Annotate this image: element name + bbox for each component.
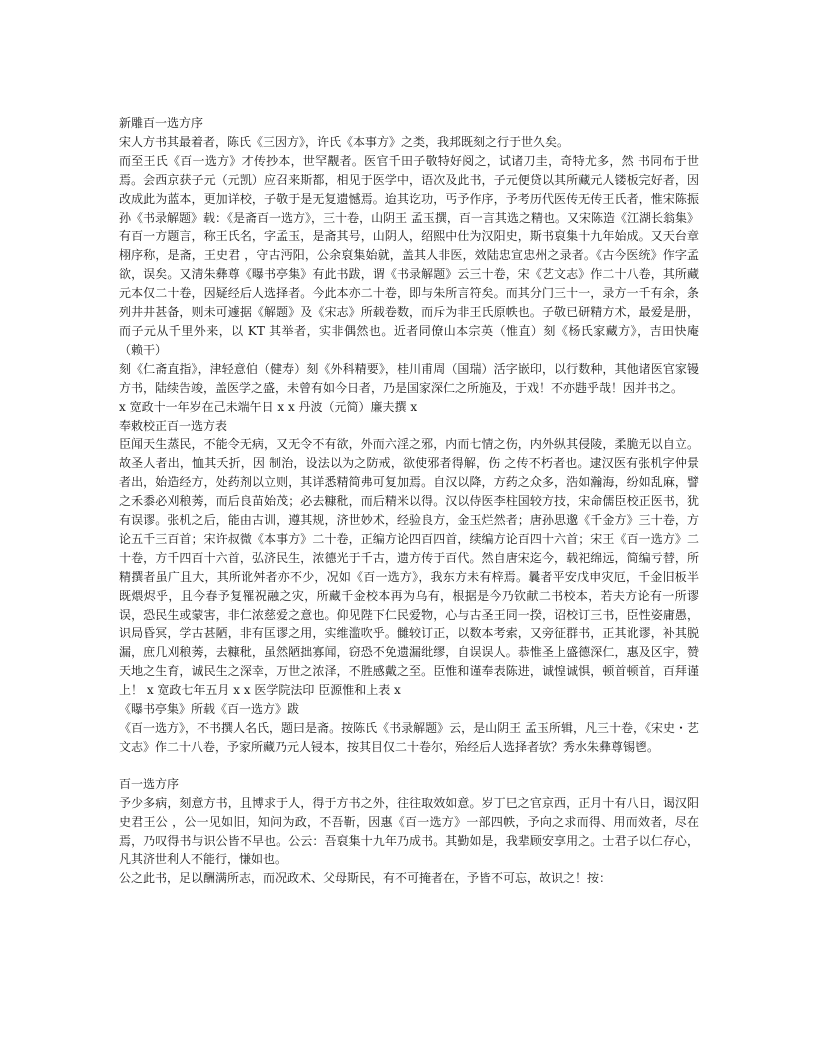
signature-line: x 宽政十一年岁在己未端午日 x x 丹波（元简）廉夫撰 x xyxy=(119,399,418,414)
paragraph: 臣闻天生蒸民，不能令无病，又无令不有欲，外而六淫之邪，内而七情之伤，内外纵其侵陵，柔脆无以自立。故圣人者出，恤其夭折，因 制治，设法以为之防戒，欲使邪者得解，伤 之传不朽者也。逮汉医有张机字仲景者出，始造经方，处药剂以立则，其详悉精简弗可复加焉。自汉以降，方药之众多，浩如瀚海，纷如乱麻，譬之禾黍必刈稂莠，而后良苗始茂；必去糠秕，而后精米以得。汉以侍医李柱国较方技，宋命儒臣校正医书，犹有误谬。张机之后，能由古训，遵其规，济世妙术，经验良方，金玉烂然者；唐孙思邈《千金方》三十卷，方论五千三百首；宋许叔微《本事方》二十卷，正编方论四百四首，续编方论百四十六首；宋王《百一选方》二十卷，方千四百十六首，弘济民生，浓德光于千古，遗方传于百代。然自唐宋迄今，载祀绵远，简编亏替，所精撰者虽广且大，其所讹舛者亦不少，况如《百一选方》，我东方未有梓焉。曩者平安戊申灾厄，千金旧板半既煨烬乎，且今春予复罹祝融之灾，所藏千金校本再为乌有，根据是今乃钦献二书校本，若夫方论有一所谬误，恐民生或蒙害，非仁浓慈爱之意也。仰见陛下仁民爱物，心与古圣王同一揆，诏校订三书，臣性姿庸愚，识局昏冥，学古甚陋，非有匡谬之用，实维滥吹乎。雠较订正，以数本考索，又旁征群书，正其讹谬，补其脱漏，庶几刈稂莠，去糠秕，虽然陋拙寡闻，窃恐不免遗漏纰缪，自误误人。恭惟圣上盛德深仁，惠及区宇，赞天地之生育，诚民生之深幸，万世之浓泽，不胜感戴之至。臣惟和谨奉表陈进，诚惶诚惧，顿首顿首，百拜谨上！ x 宽政七年五月 x x 医学院法印 臣源惟和上表 x xyxy=(119,437,699,698)
paragraph: 公之此书，足以酬满所志，而况政术、父母斯民，有不可掩者在，予皆不可忘，故识之！按： xyxy=(119,871,612,886)
paragraph: 而至王氏《百一选方》才传抄本，世罕觏者。医官千田子敬特好阅之，试诸刀圭，奇特尤多，然 书同布于世焉。会西京获子元（元凯）应召来斯都，相见于医学中，语次及此书，子元便贷以其所藏元人镂板完好者，因改成此为蓝本，更加详校，子敬于是无复遗憾焉。迨其讫功，丐予作序，予考历代医传无传王氏者，惟宋陈振孙《书录解题》载：《是斋百一选方》，三十卷，山阴王 孟玉撰，百一言其选之精也。又宋陈造《江湖长翁集》有百一方题言，称王氏名，字孟玉，是斋其号，山阴人，绍熙中仕为汉阳史，斯书裒集十九年始成。又天台章栩序称，是斋，王史君 ，守古沔阳，公余裒集始就，盖其人非医，效陆忠宣忠州之录者。《古今医统》作字孟欲，误矣。又清朱彝尊《曝书亭集》有此书跋，谓《书录解题》云三十卷，宋《艺文志》作二十八卷，其所藏元本仅二十卷，因疑经后人选择者。今此本亦二十卷，即与朱所言符矣。而其分门三十一，录方一千有余，条列井井甚备，则未可遽据《解题》及《宋志》所载卷数，而斥为非王氏原帙也。子敬已研精方术，最爱是册，而子元从千里外来，以 KT 其举者，实非偶然也。近者同僚山本宗英（惟直）刻《杨氏家藏方》，吉田快庵（赖干） xyxy=(119,153,699,357)
paragraph: 《百一选方》，不书撰人名氏，题曰是斋。按陈氏《书录解题》云，是山阴王 孟玉所辑，凡三十卷，《宋史・艺文志》作二十八卷，予家所藏乃元人锓本，按其目仅二十卷尔，殆经后人选择者欤？秀水朱彝尊锡鬯。 xyxy=(119,721,699,754)
section-title-postscript: 《曝书亭集》所载《百一选方》跋 xyxy=(119,702,300,717)
section-title-preface: 百一选方序 xyxy=(119,776,180,791)
section-title-memorial: 奉敕校正百一选方表 xyxy=(119,418,228,433)
paragraph: 刻《仁斋直指》，津轻意伯（健寿）刻《外科精要》，桂川甫周（国瑞）活字嵌印，以行数种，其他诸医官家镘方书，陆续告竣，盖医学之盛，未曾有如今日者，乃是国家深仁之所施及，于戏！不亦韪乎哉！因并书之。 xyxy=(119,361,699,395)
document-page xyxy=(119,114,699,888)
paragraph: 宋人方书其最着者，陈氏《三因方》，许氏《本事方》之类，我邦既刻之行于世久矣。 xyxy=(119,134,570,149)
section-spacer xyxy=(119,757,699,775)
paragraph: 予少多病，刻意方书，且博求于人，得于方书之外，往往取效如意。岁丁巳之官京西，正月十有八日，谒汉阳史君王公 ，公一见如旧，知问为政，不吾靳，因惠《百一选方》一部四帙，予向之求而得、用而效者，尽在焉，乃叹得书与识公皆不早也。公云：吾裒集十九年乃成书。其勤如是，我辈顾安享用之。士君子以仁存心，凡其济世利人不能行，慊如也。 xyxy=(119,795,699,867)
section-title-preface-new: 新雕百一选方序 xyxy=(119,116,204,130)
